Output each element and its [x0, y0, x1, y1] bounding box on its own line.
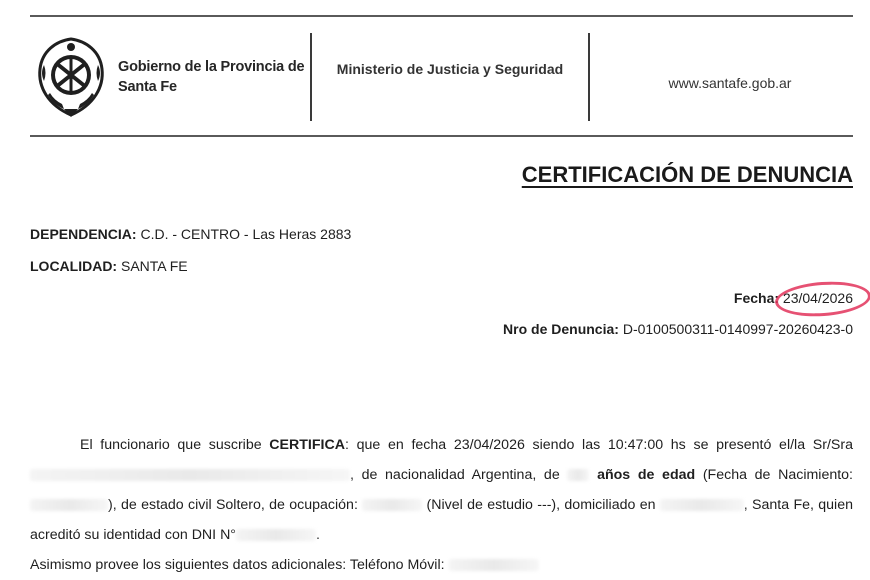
redacted-occupation — [362, 499, 422, 511]
fecha-highlight — [783, 290, 853, 306]
body-paragraph — [30, 430, 853, 550]
redacted-phone — [449, 559, 539, 571]
dependencia-label: DEPENDENCIA: — [30, 226, 137, 242]
nro-denuncia-value: D-0100500311-0140997-20260423-0 — [622, 321, 853, 337]
localidad-field — [30, 258, 188, 274]
dependencia-field — [30, 226, 351, 242]
body-paragraph — [30, 550, 853, 580]
fecha-label: Fecha: — [733, 290, 780, 306]
fecha-field — [734, 290, 853, 306]
header-divider — [588, 33, 590, 121]
santa-fe-seal-icon — [34, 35, 108, 119]
body-text-segment: , Santa Fe, quien acreditó su identidad con DNI N° — [30, 497, 853, 543]
body-text-segment: . — [315, 527, 320, 543]
body-text-segment: Asimismo provee los siguientes datos adicionales: Teléfono Móvil: — [30, 557, 445, 573]
body-text-segment: El funcionario que suscribe — [80, 437, 270, 453]
nro-denuncia-field — [503, 321, 853, 337]
nro-denuncia-label: Nro de Denuncia: — [503, 321, 619, 337]
redacted-age — [567, 469, 589, 481]
body-text-segment: : que en fecha 23/04/2026 siendo las 10:47:00 hs se presentó el/la Sr/Sra — [344, 437, 853, 453]
certification-body — [30, 430, 853, 580]
localidad-label: LOCALIDAD: — [30, 258, 118, 274]
body-text-segment: ), de estado civil Soltero, de ocupación: — [108, 497, 363, 513]
government-name: Gobierno de la Provincia de Santa Fe — [118, 59, 305, 95]
redacted-birthdate — [30, 499, 108, 511]
redacted-name — [30, 469, 350, 481]
ministry-name: Ministerio de Justicia y Seguridad — [336, 61, 564, 77]
redacted-dni — [236, 529, 316, 541]
body-text-segment: (Fecha de Nacimiento: — [695, 467, 854, 483]
dependencia-value: C.D. - CENTRO - Las Heras 2883 — [140, 226, 352, 242]
header-bottom-rule — [30, 135, 853, 137]
website-link[interactable]: www.santafe.gob.ar — [668, 75, 792, 91]
body-text-segment: , de nacionalidad Argentina, de — [350, 467, 568, 483]
letterhead — [30, 17, 853, 135]
fecha-value: 23/04/2026 — [782, 290, 853, 306]
body-emphasis: CERTIFICA — [269, 437, 345, 453]
redacted-address — [660, 499, 744, 511]
localidad-value: SANTA FE — [121, 258, 188, 274]
body-text-segment: (Nivel de estudio ---), domiciliado en — [422, 497, 660, 513]
document-title: CERTIFICACIÓN DE DENUNCIA — [521, 162, 853, 187]
header-divider — [310, 33, 312, 121]
red-circle-annotation — [774, 279, 870, 320]
body-emphasis: años de edad — [597, 467, 696, 483]
